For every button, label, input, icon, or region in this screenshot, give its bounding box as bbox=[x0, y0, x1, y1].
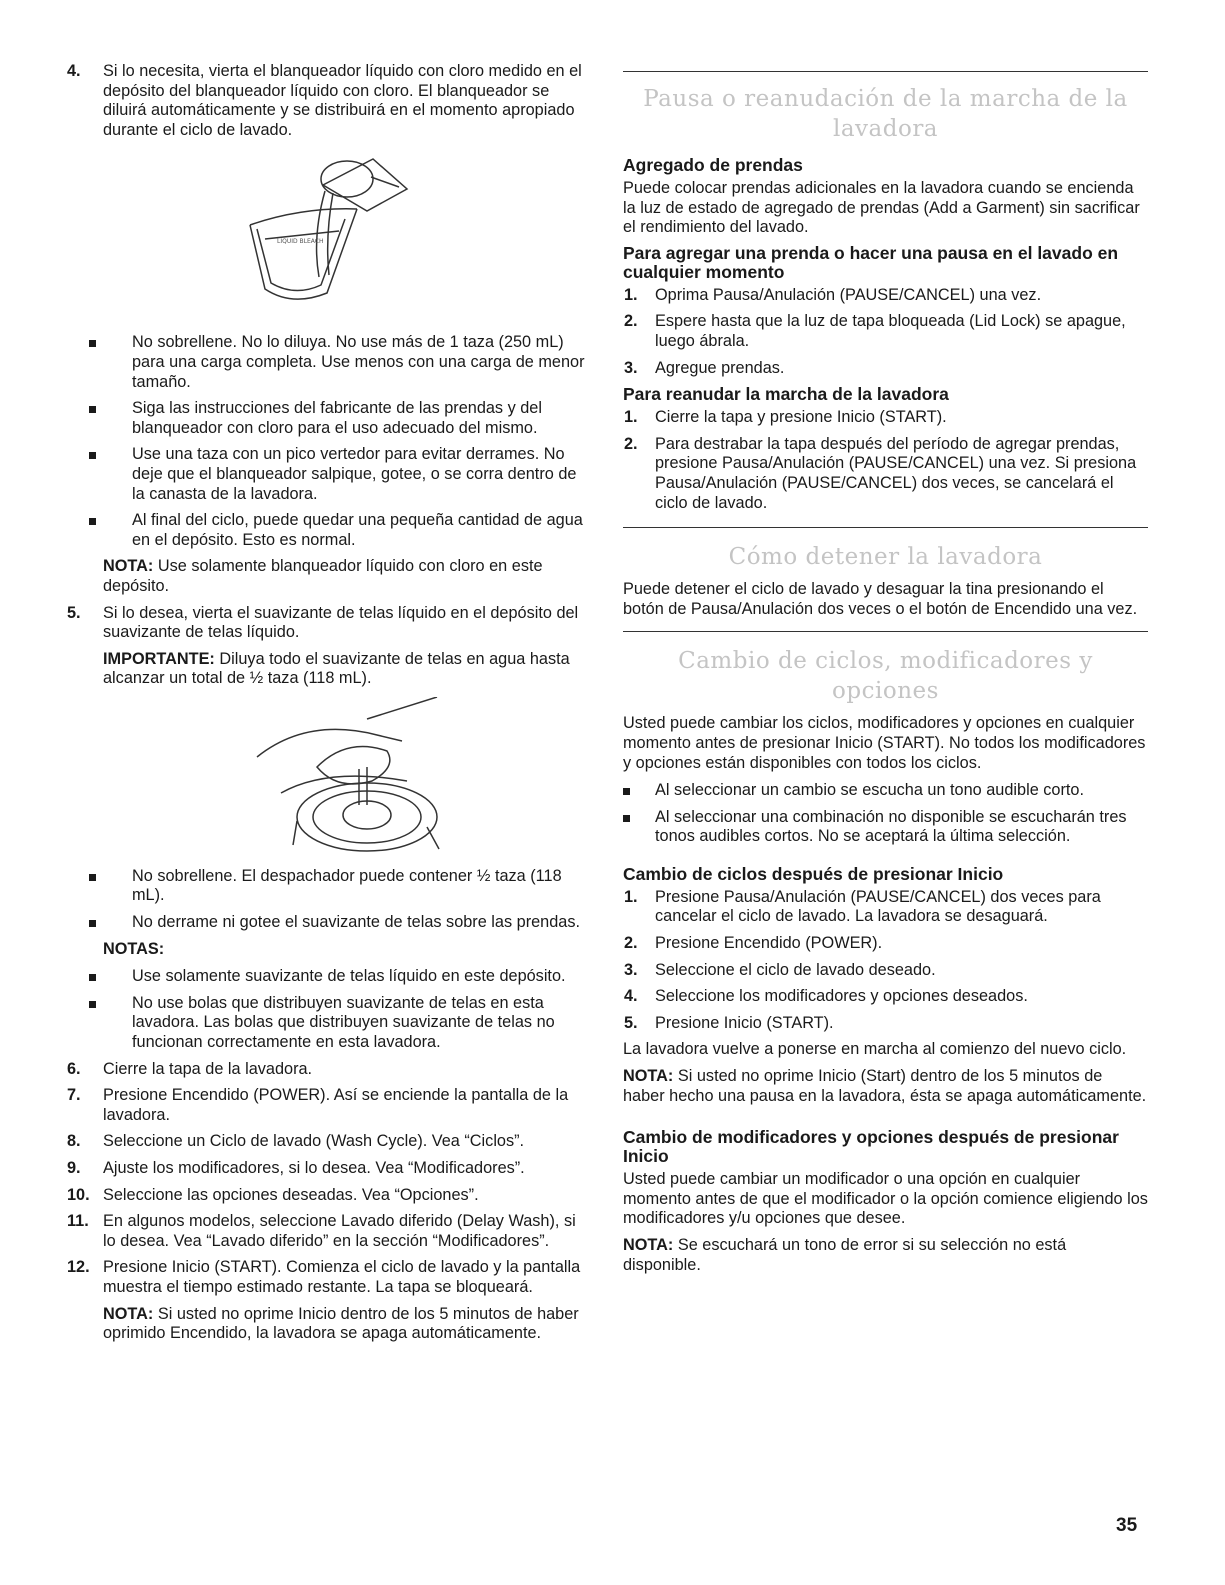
list-item: 2. Presione Encendido (POWER). bbox=[624, 934, 883, 953]
list-item: 4. Seleccione los modificadores y opciones deseados. bbox=[624, 987, 1028, 1006]
list-item: 2. Para destrabar la tapa después del período de agregar prendas, presione Pausa/Anulación (PAUSE/CANCEL) una vez. Si presiona Pausa/Anulación (PAUSE/CANCEL) dos veces, se cancelará el ciclo de lavado. bbox=[624, 434, 1137, 512]
step-number: 5. bbox=[67, 603, 81, 622]
bullet-item: No sobrellene. El despachador puede contener ½ taza (118 mL). bbox=[67, 867, 589, 906]
bullet-item: Al final del ciclo, puede quedar una pequeña cantidad de agua en el depósito. Esto es normal. bbox=[67, 511, 589, 550]
list-item: 5. Presione Inicio (START). bbox=[624, 1013, 834, 1032]
important-note: IMPORTANTE: Diluya todo el suavizante de telas en agua hasta alcanzar un total de ½ taza (118 mL). bbox=[103, 649, 570, 688]
note-start: NOTA: Si usted no oprime Inicio dentro de los 5 minutos de haber oprimido Encendido, la lavadora se apaga automáticamente. bbox=[103, 1304, 579, 1343]
note-bleach: NOTA: Use solamente blanqueador líquido con cloro en este depósito. bbox=[103, 557, 543, 595]
note-pause-timeout: NOTA: Si usted no oprime Inicio (Start) dentro de los 5 minutos de haber hecho una pausa en la lavadora, ésta se apaga automáticamente. bbox=[623, 1067, 1147, 1105]
step-text: Si lo desea, vierta el suavizante de telas líquido en el depósito del suavizante de telas líquido. bbox=[103, 603, 579, 642]
bullet-item: No sobrellene. No lo diluya. No use más de 1 taza (250 mL) para una carga completa. Use menos con una carga de menor tamaño. bbox=[67, 333, 589, 392]
bullet-item: Al seleccionar un cambio se escucha un tono audible corto. bbox=[623, 781, 1148, 801]
notes-heading: NOTAS: bbox=[103, 939, 165, 958]
step-11: 11. En algunos modelos, seleccione Lavado diferido (Delay Wash), si lo desea. Vea “Lavado diferido” en la sección “Modificadores”. bbox=[67, 1212, 576, 1250]
step-text: Si lo necesita, vierta el blanqueador líquido con cloro medido en el depósito del blanqueador líquido con cloro. El blanqueador se diluirá automáticamente y se distribuirá en el momento apropiado durante el ciclo de lavado. bbox=[103, 62, 582, 139]
step-12: 12. Presione Inicio (START). Comienza el ciclo de lavado y la pantalla muestra el tiempo estimado restante. La tapa se bloqueará. bbox=[67, 1258, 581, 1296]
step-6: 6. Cierre la tapa de la lavadora. bbox=[67, 1059, 313, 1078]
step-5 bbox=[67, 604, 589, 643]
bullet-item: No use bolas que distribuyen suavizante de telas en esta lavadora. Las bolas que distribuyen suavizante de telas no funcionan correctamente en esta lavadora. bbox=[67, 994, 589, 1053]
list-item: 2. Espere hasta que la luz de tapa bloqueada (Lid Lock) se apague, luego ábrala. bbox=[624, 312, 1126, 350]
bullet-item: Use solamente suavizante de telas líquido en este depósito. bbox=[67, 967, 589, 987]
section-divider bbox=[623, 527, 1148, 528]
paragraph: Usted puede cambiar un modificador o una opción en cualquier momento antes de que el modificador o la opción comience eligiendo los modificadores y/u opciones que desee. bbox=[623, 1170, 1148, 1228]
paragraph: Usted puede cambiar los ciclos, modificadores y opciones en cualquier momento antes de presionar Inicio (START). No todos los modificadores y opciones están disponibles con todos los ciclos. bbox=[623, 714, 1146, 772]
list-item: 3. Seleccione el ciclo de lavado deseado. bbox=[624, 960, 936, 979]
section-title-change: Cambio de ciclos, modificadores y opciones bbox=[678, 648, 1093, 705]
list-item: 3. Agregue prendas. bbox=[624, 358, 785, 377]
list-item: 1. Oprima Pausa/Anulación (PAUSE/CANCEL) una vez. bbox=[624, 285, 1042, 304]
subheading-add-garment: Agregado de prendas bbox=[623, 155, 803, 175]
right-column bbox=[623, 71, 1148, 1275]
list-item: 1. Cierre la tapa y presione Inicio (START). bbox=[624, 408, 947, 427]
paragraph: Puede colocar prendas adicionales en la lavadora cuando se encienda la luz de estado de agregado de prendas (Add a Garment) sin sacrificar el rendimiento del lavado. bbox=[623, 179, 1140, 237]
bullet-item: Use una taza con un pico vertedor para evitar derrames. No deje que el blanqueador salpique, gotee, o se corra dentro de la canasta de la lavadora. bbox=[67, 445, 589, 504]
bullet-item: No derrame ni gotee el suavizante de telas sobre las prendas. bbox=[67, 913, 589, 933]
subheading-change-cycle: Cambio de ciclos después de presionar Inicio bbox=[623, 863, 1004, 884]
subheading-pause-anytime: Para agregar una prenda o hacer una pausa en el lavado en cualquier momento bbox=[623, 242, 1119, 282]
step-7: 7. Presione Encendido (POWER). Así se enciende la pantalla de la lavadora. bbox=[67, 1086, 569, 1124]
bullet-item: Siga las instrucciones del fabricante de las prendas y del blanqueador con cloro para el uso adecuado del mismo. bbox=[67, 399, 589, 438]
step-9: 9. Ajuste los modificadores, si lo desea. Vea “Modificadores”. bbox=[67, 1159, 525, 1177]
step-8: 8. Seleccione un Ciclo de lavado (Wash Cycle). Vea “Ciclos”. bbox=[67, 1132, 525, 1151]
subheading-change-modifiers: Cambio de modificadores y opciones después de presionar Inicio bbox=[623, 1127, 1119, 1167]
section-divider bbox=[623, 71, 1148, 72]
section-title-pause: Pausa o reanudación de la marcha de la lavadora bbox=[643, 86, 1128, 142]
left-column bbox=[67, 62, 589, 1351]
section-divider bbox=[623, 631, 1148, 632]
section-title-stop: Cómo detener la lavadora bbox=[728, 544, 1043, 571]
note-error-tone: NOTA: Se escuchará un tono de error si su selección no está disponible. bbox=[623, 1236, 1067, 1274]
paragraph: La lavadora vuelve a ponerse en marcha al comienzo del nuevo ciclo. bbox=[623, 1040, 1127, 1059]
step-4 bbox=[67, 62, 589, 140]
svg-text:LIQUID BLEACH: LIQUID BLEACH bbox=[277, 238, 324, 246]
subheading-resume: Para reanudar la marcha de la lavadora bbox=[623, 384, 949, 405]
step-10: 10. Seleccione las opciones deseadas. Vea “Opciones”. bbox=[67, 1185, 479, 1204]
bleach-pour-illustration bbox=[67, 147, 589, 319]
list-item: 1. Presione Pausa/Anulación (PAUSE/CANCEL) dos veces para cancelar el ciclo de lavado. La lavadora se desaguará. bbox=[624, 887, 1101, 926]
bullet-item: Al seleccionar una combinación no disponible se escucharán tres tonos audibles cortos. No se aceptará la última selección. bbox=[623, 808, 1148, 847]
softener-pour-illustration bbox=[67, 697, 589, 855]
paragraph: Puede detener el ciclo de lavado y desaguar la tina presionando el botón de Pausa/Anulación dos veces o el botón de Encendido una vez. bbox=[623, 580, 1138, 618]
page-number: 35 bbox=[1116, 1515, 1138, 1536]
step-number: 4. bbox=[67, 62, 81, 80]
